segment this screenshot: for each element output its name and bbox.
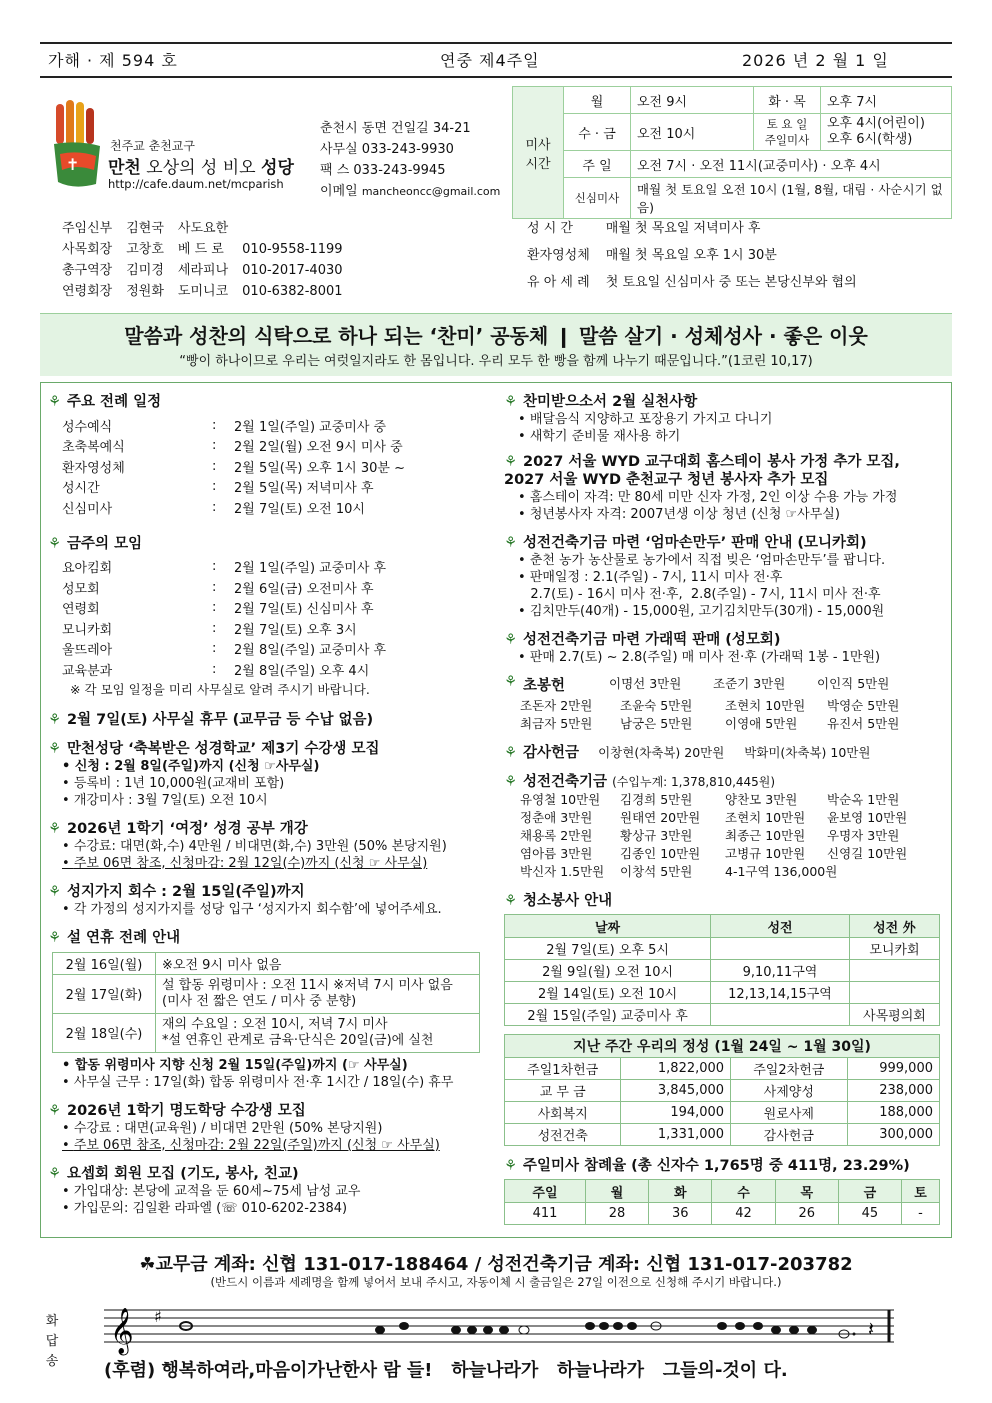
meeting-note: ※ 각 모임 일정을 미리 사무실로 알려 주시기 바랍니다. xyxy=(70,681,370,697)
account-note: (반드시 이름과 세례명을 함께 넣어서 보내 주시고, 자동이체 시 출금일은 27일 이전으로 신청해 주시기 바랍니다.) xyxy=(210,1275,782,1289)
email-label: 이메일 xyxy=(320,184,358,199)
cleaning-table: 날짜 성전 성전 外 2월 7일(토) 오후 5시 모니카회 2월 9일(월) 오전 10시 9,10,11구역 2월 14일(토) 오전 10시 12,13,14,15구역 2월 15일(주일) 교중미사 후 사목평의회 xyxy=(504,914,940,1026)
section-title: 주요 전례 일정 xyxy=(67,394,162,410)
section-title: 2026년 1학기 ‘여정’ 성경 공부 개강 xyxy=(67,820,308,837)
fax: 팩 스 033-243-9945 xyxy=(320,163,446,178)
motto-title: 말씀과 성찬의 식탁으로 하나 되는 ‘찬미’ 공동체 ❙ 말씀 살기 · 성체성사 · 좋은 이웃 xyxy=(124,324,868,348)
section-title: 청소봉사 안내 xyxy=(523,893,613,909)
issue-date: 2026 년 2 월 1 일 xyxy=(742,51,889,70)
psalm-label: 화 답 송 xyxy=(45,1314,59,1369)
parish-url[interactable]: http://cafe.daum.net/mcparish xyxy=(108,177,284,191)
section-title: 2월 7일(토) 사무실 휴무 (교무금 등 수납 없음) xyxy=(67,711,374,728)
left-column: ⚘ 주요 전례 일정 성수예식 : 2월 1일(주일) 교중미사 중 초축복예식 : 2월 2일(월) 오전 9시 미사 중 환자영성체 : 2월 5일(목) 오후 1시 30분 ~ 성시간 : 2월 5일(목) 저녁미사 후 신심미사 : 2월 7일(토) 오전 10시 ⚘ 금주의 모임 요아킴회 : 2월 1일(주일) 교중미사 후 성모회 : 2월 6일(금) 오전미사 후 연령회 : 2월 7일(토) 신심미사 후 모니카회 : 2월 7일(토) 오후 3시 울뜨레아 : 2월 8일(주일) 교중미사 후 교육분과 : 2월 8일(주일) 오후 4시 ※ 각 모임 일정을 미리 사무실로 알려 주시기 바랍니다. ⚘ 2월 7일(토) 사무실 휴무 (교무금 등 수납 없음) ⚘ 만천성당 ‘축복받은 성경학교’ 제3기 수강생 모집 • 신청 : 2월 8일(주일)까지 (신청 ☞사무실) • 등록비 : 1년 10,000원(교재비 포함) • 개강미사 : 3월 7일(토) 오전 10시 ⚘ 2026년 1학기 ‘여정’ 성경 공부 개강 • 수강료: 대면(화,수) 4만원 / 비대면(화,수) 3만원 (50% 본당지원) • 주보 06면 참조, 신청마감: 2월 12일(수)까지 (신청 ☞ 사무실) ⚘ 성지가지 회수 : 2월 15일(주일)까지 • 각 가정의 성지가지를 성당 입구 ‘성지가지 회수함’에 넣어주세요. ⚘ 설 연휴 전례 안내 2월 16일(월) ※오전 9시 미사 없음 2월 17일(화) 설 합동 위령미사 : 오전 11시 ※저녁 7시 미사 없음 (미사 전 짧은 연도 / 미사 중 분향) 2월 18일(수) 재의 수요일 : 오전 10시, 저녁 7시 미사 *설 연휴인 관계로 금육·단식은 20일(금)에 실천 • 합동 위령미사 지향 신청 2월 15일(주일)까지 (☞ 사무실) • 사무실 근무 : 17일(화) 합동 위령미사 전·후 1시간 / 18일(수) 휴무 ⚘ 2026년 1학기 명도학당 수강생 모집 • 수강료 : 대면(교육원) / 비대면 2만원 (50% 본당지원) • 주보 06면 참조, 신청마감: 2월 22일(주일)까지 (신청 ☞ 사무실) ⚘ 요셉회 회원 모집 (기도, 봉사, 친교) • 가입대상: 본당에 교적을 둔 60세~75세 남성 교우 • 가입문의: 김일환 라파엘 (☏ 010-6202-2384) xyxy=(48,382,488,1217)
diocese: 천주교 춘천교구 xyxy=(110,139,195,153)
address: 춘천시 동면 건일길 34-21 xyxy=(320,121,471,136)
header-rule xyxy=(40,76,952,78)
section-title: 초봉헌 xyxy=(523,678,566,694)
mass-label: 미사 시간 xyxy=(513,87,564,219)
right-column: ⚘ 찬미받으소서 2월 실천사항 • 배달음식 지양하고 포장용기 가지고 다니기 • 새학기 준비물 재사용 하기 ⚘ 2027 서울 WYD 교구대회 홈스테이 봉사 가정 추가 모집, 2027 서울 WYD 춘천교구 청년 봉사자 추가 모집 • 홈스테이 자격: 만 80세 미만 신자 가정, 2인 이상 수용 가능 가정 • 청년봉사자 자격: 2007년생 이상 청년 (신청 ☞사무실) ⚘ 성전건축기금 마련 ‘엄마손만두’ 판매 안내 (모니카회) • 춘천 농가 농산물로 농가에서 직접 빚은 ‘엄마손만두’를 팝니다. • 판매일정 : 2.1(주일) - 7시, 11시 미사 전·후 2.7(토) - 16시 미사 전·후, 2.8(주일) - 7시, 11시 미사 전·후 • 김치만두(40개) - 15,000원, 고기김치만두(30개) - 15,000원 ⚘ 성전건축기금 마련 가래떡 판매 (성모회) • 판매 2.7(토) ~ 2.8(주일) 매 미사 전·후 (가래떡 1봉 - 1만원) ⚘ 초봉헌 이명선 3만원 조준기 3만원 이인직 5만원 조돈자 2만원 조윤숙 5만원 조현치 10만원 박영순 5만원 최금자 5만원 남궁은 5만원 이영애 5만원 유진서 5만원 ⚘ 감사헌금 이창현(차축복) 20만원 박화미(차축복) 10만원 ⚘ 성전건축기금 (수입누계: 1,378,810,445원) 유영철 10만원 김경희 5만원 양찬모 3만원 박순옥 1만원 정춘애 3만원 원태연 20만원 조현치 10만원 윤보영 10만원 채용록 2만원 황상규 3만원 최종근 10만원 우명자 3만원 염아름 3만원 김종인 10만원 고병규 10만원 신영길 10만원 박신자 1.5만원 이창석 5만원 4-1구역 136,000원 ⚘ 청소봉사 안내 날짜 성전 성전 外 2월 7일(토) 오후 5시 모니카회 2월 9일(월) 오전 10시 9,10,11구역 2월 14일(토) 오전 10시 12,13,14,15구역 2월 15일(주일) 교중미사 후 사목평의회 지난 주간 우리의 정성 (1월 24일 ~ 1월 30일) 주일1차헌금 1,822,000 주일2차헌금 999,000 교 무 금 3,845,000 사제양성 238,000 사회복지 194,000 원로사제 188,000 성전건축 1,331,000 감사헌금 300,000 ⚘ 주일미사 참례율 (총 신자수 1,765명 중 411명, 23.29%) 주일 월 화 수 목 금 토 411 28 36 42 26 45 - xyxy=(504,382,944,1225)
list-item: 요아킴회 : 2월 1일(주일) 교중미사 후 xyxy=(62,559,387,577)
list-item: 성시간 : 2월 5일(목) 저녁미사 후 xyxy=(62,479,374,497)
parish-logo-icon xyxy=(52,100,104,190)
section-title: 설 연휴 전례 안내 xyxy=(67,929,181,946)
sacrament-table: 성 시 간 매월 첫 목요일 저녁미사 후 환자영성체 매월 첫 목요일 오후 1시 30분 유 아 세 례 첫 토요일 신심미사 중 또는 본당신부와 협의 xyxy=(527,221,857,290)
liturgical-week: 연중 제4주일 xyxy=(440,51,540,70)
lunar-table: 2월 16일(월) ※오전 9시 미사 없음 2월 17일(화) 설 합동 위령미사 : 오전 11시 ※저녁 7시 미사 없음 (미사 전 짧은 연도 / 미사 중 분향) 2월 18일(수) 재의 수요일 : 오전 10시, 저녁 7시 미사 *설 연휴인 관계로 금육·단식은 20일(금)에 실천 xyxy=(52,952,480,1053)
staff-table: 주임신부 김현국 사도요한 사목회장 고창호 베 드 로 010-9558-1199 총구역장 김미경 세라피나 010-2017-4030 연령회장 정원화 도미니코 010-6382-8001 xyxy=(62,221,343,299)
list-item: 모니카회 : 2월 7일(토) 오후 3시 xyxy=(62,620,357,638)
treble-clef-icon: 𝄞 xyxy=(110,1308,134,1354)
section-title: 금주의 모임 xyxy=(67,535,143,552)
account-info: ☘교무금 계좌: 신협 131-017-188464 / 성전건축기금 계좌: 신협 131-017-203782 xyxy=(139,1254,853,1275)
sharp-icon: ♯ xyxy=(154,1307,162,1326)
section-title: 요셉회 회원 모집 (기도, 봉사, 친교) xyxy=(67,1165,299,1182)
motto-quote: “빵이 하나이므로 우리는 여럿일지라도 한 몸입니다. 우리 모두 한 빵을 함께 나누기 때문입니다.”(1코린 10,17) xyxy=(179,354,813,369)
list-item: 울뜨레아 : 2월 8일(주일) 교중미사 후 xyxy=(62,641,387,659)
svg-text:✝: ✝ xyxy=(66,155,80,174)
list-item: 환자영성체 : 2월 5일(목) 오후 1시 30분 ~ xyxy=(62,458,405,476)
contact-block xyxy=(320,118,500,202)
list-item: 신심미사 : 2월 7일(토) 오전 10시 xyxy=(62,499,365,517)
section-title: 주일미사 참례율 (총 신자수 1,765명 중 411명, 23.29%) xyxy=(523,1158,910,1174)
section-title: 만천성당 ‘축복받은 성경학교’ 제3기 수강생 모집 xyxy=(67,740,380,757)
parish-name: 만천 오상의 성 비오 성당 xyxy=(108,158,294,178)
section-title: 2026년 1학기 명도학당 수강생 모집 xyxy=(67,1102,306,1119)
list-item: 성모회 : 2월 6일(금) 오전미사 후 xyxy=(62,579,374,597)
section-title: 성전건축기금 마련 가래떡 판매 (성모회) xyxy=(523,632,781,648)
top-rule xyxy=(40,42,952,44)
section-title: 2027 서울 WYD 교구대회 홈스테이 봉사 가정 추가 모집, 2027 서울 WYD 춘천교구 청년 봉사자 추가 모집 xyxy=(504,454,900,488)
list-item: 초축복예식 : 2월 2일(월) 오전 9시 미사 중 xyxy=(62,438,403,456)
attendance-table: 주일 월 화 수 목 금 토 411 28 36 42 26 45 - xyxy=(504,1179,940,1225)
email[interactable]: mancheoncc@gmail.com xyxy=(361,185,501,198)
list-item: 교육분과 : 2월 8일(주일) 오후 4시 xyxy=(62,661,370,679)
section-title: 성전건축기금 마련 ‘엄마손만두’ 판매 안내 (모니카회) xyxy=(523,535,867,551)
music-staff xyxy=(104,1300,904,1360)
section-title: 성지가지 회수 : 2월 15일(주일)까지 xyxy=(67,883,305,900)
list-item: 성수예식 : 2월 1일(주일) 교중미사 중 xyxy=(62,417,387,435)
motto-banner xyxy=(40,313,952,376)
list-item: 연령회 : 2월 7일(토) 신심미사 후 xyxy=(62,600,374,618)
section-title: 감사헌금 xyxy=(523,745,580,761)
section-title: 찬미받으소서 2월 실천사항 xyxy=(523,394,698,410)
psalm-lyrics: (후렴) 행복하여라,마음이가난한사 람 들! 하늘나라가 하늘나라가 그들의-것이 다. xyxy=(104,1360,788,1381)
offering-table: 지난 주간 우리의 정성 (1월 24일 ~ 1월 30일) 주일1차헌금 1,822,000 주일2차헌금 999,000 교 무 금 3,845,000 사제양성 238,000 사회복지 194,000 원로사제 188,000 성전건축 1,331,000 감사헌금 300,000 xyxy=(504,1034,940,1146)
mass-times-table: 미사 시간 월 오전 9시 화 · 목 오후 7시 수 · 금 오전 10시 토 요 일 주일미사 오후 4시(어린이) 오후 6시(학생) 주 일 오전 7시 · 오전 11시(교중미사) · 오후 4시 신심미사 매월 첫 토요일 오전 10시 (1월, 8월, 대림 · 사순시기 없음) xyxy=(512,86,952,219)
section-title: 성전건축기금 xyxy=(523,774,608,790)
office-phone: 사무실 033-243-9930 xyxy=(320,142,454,157)
rest-icon: 𝄽 xyxy=(868,1317,875,1341)
issue-number: 가해 · 제 594 호 xyxy=(48,51,178,70)
